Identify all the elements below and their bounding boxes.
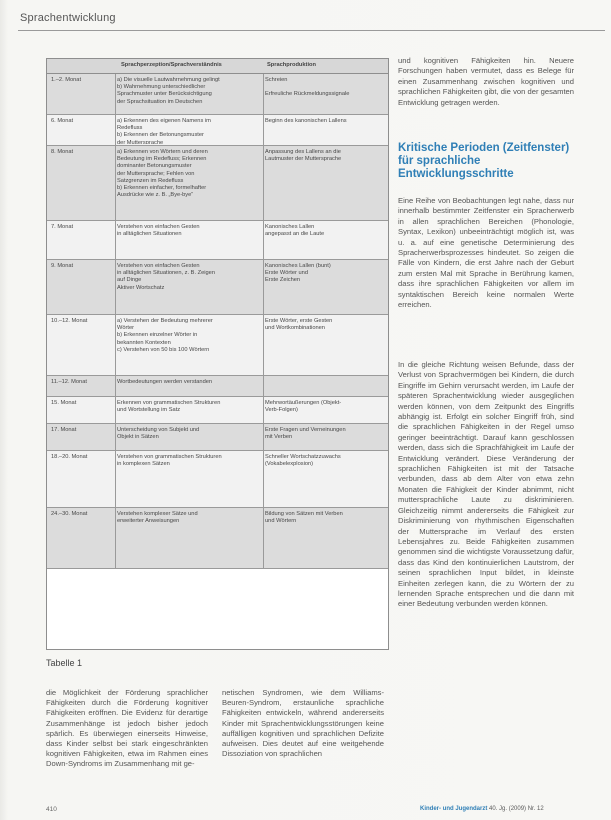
right-intro xyxy=(398,56,574,108)
perception-cell: Verstehen komplexer Sätze und erweiterter Anweisungen xyxy=(117,511,198,525)
perception-cell: Wortbedeutungen werden verstanden xyxy=(117,379,213,385)
age-cell: 8. Monat xyxy=(51,149,74,155)
production-cell: Erste Fragen und Verneinungen mit Verben xyxy=(265,427,346,441)
right-body-1-text: Eine Reihe von Beobachtungen legt nahe, dass nur innerhalb bestimmter Zeitfenster ein Spracherwerb in allen sprachlichen Bereichen (Phonologie, Syntax, Lexikon) unbeeinträchtigt möglich ist, was u. a. auf eine genetische Determinierung des Spracherwerbsprozesses hindeutet. So zeigen die Fälle von Kindern, die erst Jahre nach der Geburt zum ersten Mal mit Sprache in Berührung kamen, dass ihre sprachlichen Fähigkeiten vor allem im syntaktischen Bereich keine normalen Werte erreichen. xyxy=(398,196,574,310)
age-cell: 1.–2. Monat xyxy=(51,77,82,83)
production-cell: Kanonisches Lallen angepasst an die Laute xyxy=(265,224,325,238)
perception-cell: a) Verstehen der Bedeutung mehrerer Wörter b) Erkennen einzelner Wörter in bekannten Kontexten c) Verstehen von 50 bis 100 Wörtern xyxy=(117,318,213,353)
perception-cell: Verstehen von einfachen Gesten in alltäglichen Situationen xyxy=(117,224,200,238)
column-divider xyxy=(115,74,116,114)
table-caption: Tabelle 1 xyxy=(46,658,83,668)
right-body-2-text: In die gleiche Richtung weisen Befunde, dass der Verlust von Sprachvermögen bei Kindern, die durch Eingriffe im Gehirn verursacht werden, im Laufe der späteren Sprachentwicklung wieder ausgeglichen werden können, von dem Zeitpunkt des Eingriffs abhängig ist. Erfolgt ein solcher Eingriff früh, sind die sprachlichen Fähigkeiten in der Regel umso geringer beeinträchtigt. Darauf kann geschlossen werden, dass sich die Sprachfähigkeit im Laufe der Entwicklung verändert. Diese Veränderung der sprachlichen Fähigkeiten ist mit der Tatsache verbunden, dass ab dem Alter von etwa zehn Monaten die Fähigkeit der Kinder abnimmt, nicht muttersprachliche Laute zu diskriminieren. Gleichzeitig nimmt andererseits die Fähigkeit zur Diskriminierung von rhythmischen Eigenschaften der Muttersprache im Verlauf des ersten Lebensjahres zu. Beide Fähigkeiten zusammen genommen sind die wichtigste Voraussetzung dafür, dass das Kind den kontinuierlichen Lautstrom, der seinen sprachlichen Input bildet, in kleinste Einheiten zerlegen kann, die zu Wörtern der zu lernenden Sprache entsprechen und die dann mit einer Bedeutung verbunden werden können. xyxy=(398,360,574,609)
bottom-left-text: die Möglichkeit der Förderung sprachlicher Fähigkeiten durch die Förderung kognitiver Fähigkeiten eröffnen. Die Evidenz für derartige Zusammenhänge ist jedoch bisher jedoch spärlich. Es überwiegen einerseits Hinweise, dass Kinder selbst bei stark eingeschränkten kognitiven Fähigkeiten, etwa im Rahmen eines Down-Syndroms im Zusammenhang mit ge- xyxy=(46,688,208,769)
age-cell: 6. Monat xyxy=(51,118,74,124)
table-row xyxy=(47,376,388,397)
table-row xyxy=(47,315,388,376)
production-cell: Anpassung des Lallens an die Lautmuster der Muttersprache xyxy=(265,149,342,163)
column-divider xyxy=(263,315,264,375)
perception-cell: Unterscheidung von Subjekt und Objekt in Sätzen xyxy=(117,427,200,441)
age-cell: 24.–30. Monat xyxy=(51,511,88,517)
production-cell: Schneller Wortschatzzuwachs (Vokabelexplosion) xyxy=(265,454,341,468)
column-divider xyxy=(115,315,116,375)
column-divider xyxy=(115,221,116,259)
column-divider xyxy=(263,221,264,259)
page-number: 410 xyxy=(46,806,57,813)
production-cell: Schreien Erfreuliche Rückmeldungssignale xyxy=(265,77,350,98)
header-rule xyxy=(18,30,605,31)
column-divider xyxy=(115,508,116,568)
header-perception: Sprachperzeption/Sprachverständnis xyxy=(121,62,222,68)
table-row xyxy=(47,508,388,569)
column-divider xyxy=(263,146,264,220)
running-header: Sprachentwicklung xyxy=(20,12,116,24)
journal-name: Kinder- und Jugendarzt xyxy=(420,806,488,812)
section-heading: Kritische Perioden (Zeitfenster) für sprachliche Entwicklungsschritte xyxy=(398,142,570,180)
journal-footer xyxy=(420,806,544,812)
perception-cell: Verstehen von einfachen Gesten in alltäglichen Situationen, z. B. Zeigen auf Dinge Aktiver Wortschatz xyxy=(117,263,216,291)
production-cell: Mehrwortäußerungen (Objekt- Verb-Folgen) xyxy=(265,400,342,414)
column-divider xyxy=(115,376,116,396)
production-cell: Beginn des kanonischen Lallens xyxy=(265,118,347,124)
column-divider xyxy=(115,424,116,450)
column-divider xyxy=(263,74,264,114)
column-divider xyxy=(115,451,116,507)
age-cell: 18.–20. Monat xyxy=(51,454,88,460)
table-row xyxy=(47,424,388,451)
perception-cell: Erkennen von grammatischen Strukturen und Wortstellung im Satz xyxy=(117,400,221,414)
age-cell: 7. Monat xyxy=(51,224,74,230)
table-row xyxy=(47,115,388,146)
production-cell: Erste Wörter, erste Gesten und Wortkombinationen xyxy=(265,318,333,332)
column-divider xyxy=(263,376,264,396)
age-cell: 17. Monat xyxy=(51,427,77,433)
table-row xyxy=(47,74,388,115)
table-row xyxy=(47,260,388,315)
column-divider xyxy=(263,260,264,314)
section-heading-block xyxy=(398,142,574,181)
column-divider xyxy=(115,146,116,220)
column-divider xyxy=(115,397,116,423)
table-row xyxy=(47,146,388,221)
age-cell: 9. Monat xyxy=(51,263,74,269)
right-intro-text: und kognitiven Fähigkeiten hin. Neuere Forschungen haben vermutet, dass es Belege für einen Zusammenhang zwischen kognitiven und sprachlichen Fähigkeiten gibt, die von der gesamten Entwicklung getragen werden. xyxy=(398,56,574,107)
table-row xyxy=(47,221,388,260)
table-header-row xyxy=(47,59,388,74)
age-cell: 10.–12. Monat xyxy=(51,318,88,324)
header-production: Sprachproduktion xyxy=(267,62,316,68)
perception-cell: a) Erkennen von Wörtern und deren Bedeutung im Redefluss; Erkennen dominanter Betonungsmuster der Muttersprache; Fehlen von Satzgrenzen im Redefluss b) Erkennen einfacher, formelhafter Ausdrücke wie z. B. „Bye-bye“ xyxy=(117,149,208,199)
column-divider xyxy=(115,260,116,314)
age-cell: 11.–12. Monat xyxy=(51,379,87,385)
milestone-table xyxy=(46,58,389,650)
age-cell: 15. Monat xyxy=(51,400,77,406)
table-row xyxy=(47,451,388,508)
right-body-1 xyxy=(398,196,574,310)
column-divider xyxy=(263,115,264,145)
perception-cell: Verstehen von grammatischen Strukturen in komplexen Sätzen xyxy=(117,454,222,468)
column-divider xyxy=(115,115,116,145)
column-divider xyxy=(263,397,264,423)
column-divider xyxy=(263,451,264,507)
bottom-mid-text: netischen Syndromen, wie dem Williams-Beuren-Syndrom, erstaunliche sprachliche Fähigkeiten entwickeln, während andererseits Kinder mit Sprachentwicklungsstörungen keine auffälligen kognitiven und sprachlichen Defizite aufweisen. Dies deutet auf eine weitgehende Dissoziation von sprachlichen xyxy=(222,688,384,759)
perception-cell: a) Erkennen des eigenen Namens im Redefluss b) Erkennen der Betonungsmuster der Muttersprache xyxy=(117,118,211,144)
production-cell: Kanonisches Lallen (bunt) Erste Wörter und Erste Zeichen xyxy=(265,263,331,284)
column-divider xyxy=(263,424,264,450)
perception-cell: a) Die visuelle Lautwahrnehmung gelingt b) Wahrnehmung unterschiedlicher Sprachmuster unter Berücksichtigung der Sprachsituation im Deutschen xyxy=(117,77,220,105)
journal-issue: 40. Jg. (2009) Nr. 12 xyxy=(489,806,544,812)
right-body-2 xyxy=(398,360,574,610)
table-row xyxy=(47,397,388,424)
column-divider xyxy=(263,508,264,568)
production-cell: Bildung von Sätzen mit Verben und Wörtern xyxy=(265,511,343,525)
